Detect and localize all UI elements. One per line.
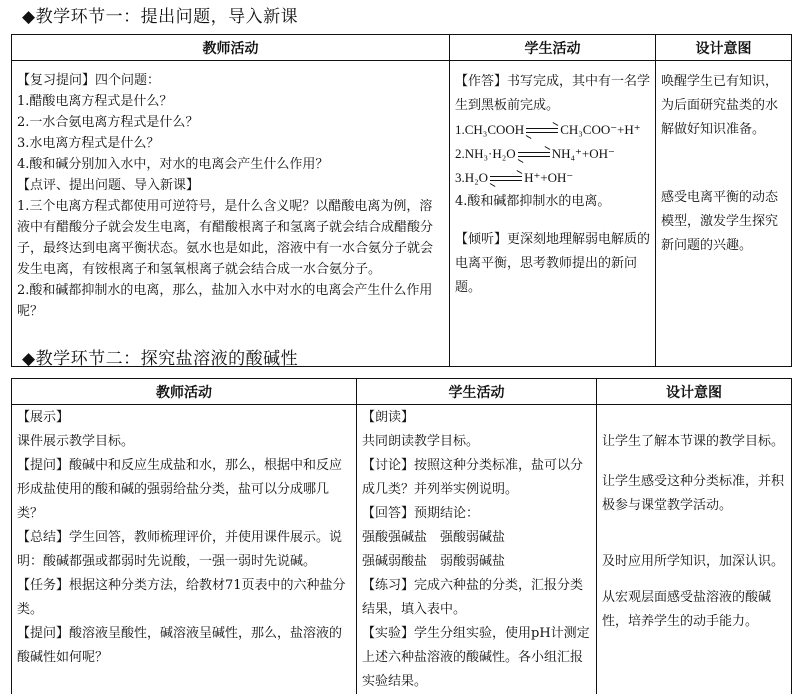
reversible-arrow-icon [490,175,522,183]
header-intent: 设计意图 [656,35,792,61]
header-intent: 设计意图 [597,379,792,405]
header-teacher: 教师活动 [12,35,450,61]
student-line: 【回答】预期结论： [362,506,480,521]
teacher-line: 2.酸和碱都抑制水的电离，那么，盐加入水中对水的电离会产生什么作用呢？ [17,283,433,319]
section1-teacher-cell [12,61,450,367]
student-line: 【实验】学生分组实验，使用pH计测定上述六种盐溶液的酸碱性。各小组汇报实验结果。 [362,626,590,689]
teacher-line: 2.一水合氨电离方程式是什么？ [17,115,199,130]
equation-left: 3.H₂O [455,170,489,185]
equation-ammonia [455,142,650,166]
header-student: 学生活动 [450,35,656,61]
teacher-line: 【总结】学生回答，教师梳理评价，并使用课件展示。说明：酸碱都强或都弱时先说酸，一强一弱时先说碱。 [17,530,343,569]
section1-title: ◆教学环节一：提出问题，导入新课 [22,7,299,27]
teacher-line: 【任务】根据这种分类方法，给教材71页表中的六种盐分类。 [17,578,346,617]
student-answer: 【作答】书写完成，其中有一名学生到黑板前完成。 [455,74,651,113]
section2-body-row [12,405,792,694]
student-listen: 【倾听】更深刻地理解弱电解质的电离平衡，思考教师提出的新问题。 [455,232,651,295]
teacher-line: 1.醋酸电离方程式是什么？ [17,94,173,109]
student-line: 强碱弱酸盐 弱酸弱碱盐 [362,554,506,569]
section2-header-row [12,379,792,405]
intent-text: 感受电离平衡的动态模型，激发学生探究新问题的兴趣。 [661,190,779,253]
student-item4: 4.酸和碱都抑制水的电离。 [455,194,611,209]
header-teacher: 教师活动 [12,379,357,405]
reversible-arrow-icon [518,151,550,159]
intent-text: 让学生了解本节课的教学目标。 [602,434,785,449]
section2-title: ◆教学环节二：探究盐溶液的酸碱性 [22,349,299,369]
teacher-line: 【展示】 [17,410,70,425]
teacher-line: 3.水电离方程式是什么？ [17,136,160,151]
teacher-line: 【复习提问】四个问题： [17,73,161,88]
section1-body-row [12,61,792,367]
equation-water [455,166,650,190]
reversible-arrow-icon [526,127,558,135]
intent-text: 从宏观层面感受盐溶液的酸碱性，培养学生的动手能力。 [602,590,772,629]
teacher-line: 4.酸和碱分别加入水中，对水的电离会产生什么作用？ [17,157,329,172]
equation-right: NH₄⁺+OH⁻ [551,146,615,161]
student-line: 【练习】完成六种盐的分类，汇报分类结果，填入表中。 [362,578,584,617]
equation-acetic-acid [455,118,650,142]
student-line: 【朗读】 [362,410,415,425]
section2-student-cell [357,405,597,694]
equation-left: 2.NH₃·H₂O [455,146,516,161]
student-line: 强酸强碱盐 强酸弱碱盐 [362,530,506,545]
section2-intent-cell [597,405,792,694]
equation-right: CH₃COO⁻+H⁺ [560,122,641,137]
section1-student-cell [450,61,656,367]
section2-table [11,378,792,694]
teacher-line: 1.三个电离方程式都使用可逆符号，是什么含义呢？以醋酸电离为例，溶液中有醋酸分子就会发生电离，有醋酸根离子和氢离子就会结合成醋酸分子，最终达到电离平衡状态。氨水也是如此，溶液中有一水合氨分子就会发生电离，有铵根离子和氢氧根离子就会结合成一水合氨分子。 [17,199,434,277]
student-line: 【讨论】按照这种分类标准，盐可以分成几类？并列举实例说明。 [362,458,584,497]
teacher-line: 【点评、提出问题、导入新课】 [17,178,200,193]
intent-text: 唤醒学生已有知识，为后面研究盐类的水解做好知识准备。 [661,74,779,137]
teacher-line: 【提问】酸碱中和反应生成盐和水，那么，根据中和反应形成盐使用的酸和碱的强弱给盐分类，盐可以分成哪几类？ [17,458,343,521]
header-student: 学生活动 [357,379,597,405]
teacher-line: 【提问】酸溶液呈酸性，碱溶液呈碱性，那么，盐溶液的酸碱性如何呢？ [17,626,343,665]
intent-text: 及时应用所学知识，加深认识。 [602,554,785,569]
intent-text: 让学生感受这种分类标准，并积极参与课堂教学活动。 [602,474,785,513]
section1-intent-cell [656,61,792,367]
section1-header-row [12,35,792,61]
student-line: 共同朗读教学目标。 [362,434,480,449]
section2-teacher-cell [12,405,357,694]
equation-right: H⁺+OH⁻ [524,170,574,185]
equation-left: 1.CH₃COOH [455,122,525,137]
section1-table [11,34,792,367]
teacher-line: 课件展示教学目标。 [17,434,135,449]
